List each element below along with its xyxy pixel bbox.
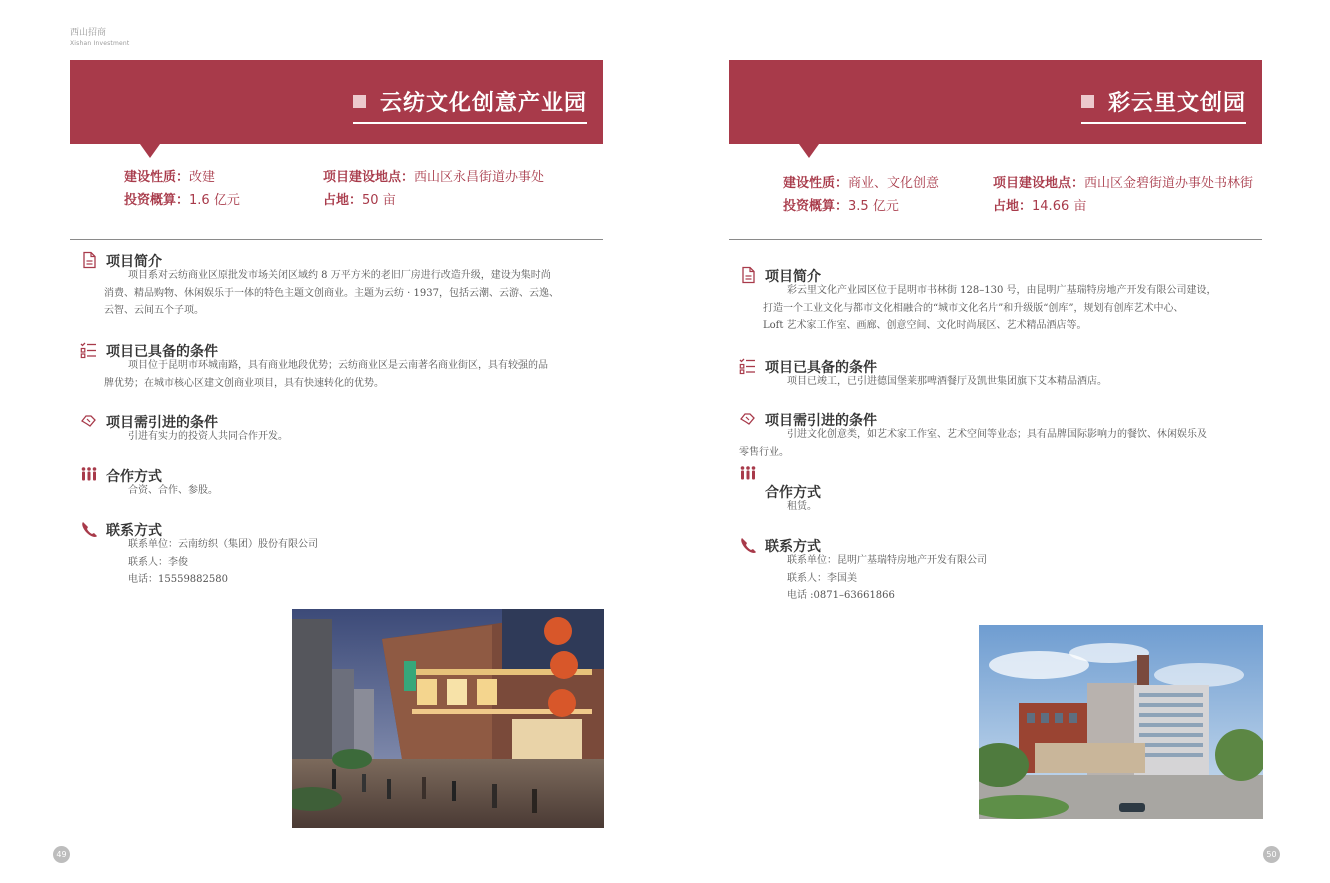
contact-person: 联系人：李国美 (787, 572, 857, 584)
invest-label: 投资概算： (783, 199, 849, 214)
area-value: 14.66 亩 (1032, 199, 1087, 214)
area-value: 50 亩 (362, 193, 396, 208)
running-head-cn: 西山招商 (70, 28, 107, 38)
phone-icon (739, 536, 757, 554)
title-square-icon (1081, 95, 1094, 108)
meta-col-2 (323, 166, 544, 212)
section-heading: 项目简介 (765, 269, 821, 285)
title-banner (70, 60, 603, 144)
section-body (739, 426, 1269, 461)
nature-value: 商业、文化创意 (848, 176, 940, 191)
phone-icon (80, 520, 98, 538)
page-number: 49 (53, 846, 70, 863)
right-page (665, 0, 1330, 883)
title-wrap (353, 86, 587, 124)
contact-unit: 联系单位：云南纺织（集团）股份有限公司 (128, 539, 318, 550)
invest-value: 1.6 亿元 (189, 193, 240, 208)
body-line: 零售行业。 (739, 446, 789, 458)
invest-label: 投资概算： (124, 193, 190, 208)
nature-label: 建设性质： (124, 170, 190, 185)
project-title: 彩云里文创园 (1107, 91, 1246, 116)
title-wrap (1081, 86, 1246, 124)
body-line: 彩云里文化产业园区位于昆明市书林街 128–130 号，由昆明广基瑞特房地产开发有限公司建设， (787, 285, 1217, 296)
body-line: 打造一个工业文化与都市文化相融合的“城市文化名片”和升级版“创库”，规划有创库艺术中心、 (763, 302, 1184, 314)
section-body (763, 282, 1263, 335)
people-icon (739, 465, 757, 483)
meta-col-1 (124, 166, 240, 212)
project-photo (292, 609, 604, 828)
title-square-icon (353, 95, 366, 108)
project-title: 云纺文化创意产业园 (379, 91, 587, 116)
location-label: 项目建设地点： (323, 170, 415, 185)
section-body (104, 267, 604, 320)
nature-value: 改建 (189, 170, 216, 185)
handshake-icon (80, 412, 98, 430)
divider (70, 239, 603, 240)
banner-pointer (799, 144, 819, 158)
people-icon (80, 466, 98, 484)
meta-col-2 (993, 172, 1253, 218)
section-heading: 项目简介 (106, 254, 162, 270)
section-heading: 合作方式 (106, 469, 162, 485)
contact-person: 联系人：李俊 (128, 556, 188, 568)
section-heading: 项目已具备的条件 (765, 360, 877, 376)
section-heading: 合作方式 (765, 485, 821, 501)
section-body (128, 536, 608, 589)
body-line: 牌优势；在城市核心区建文创商业项目，具有快速转化的优势。 (104, 377, 384, 389)
document-icon (739, 266, 757, 284)
section-body (787, 552, 1267, 605)
banner-pointer (140, 144, 160, 158)
invest-value: 3.5 亿元 (848, 199, 899, 214)
checklist-icon (739, 357, 757, 375)
area-label: 占地： (323, 193, 363, 208)
body-line: 云智、云间五个子项。 (104, 305, 204, 316)
location-value: 西山区永昌街道办事处 (414, 170, 545, 185)
page-number: 50 (1263, 846, 1280, 863)
contact-phone: 电话：15559882580 (128, 574, 228, 585)
area-label: 占地： (993, 199, 1033, 214)
location-value: 西山区金碧街道办事处书林街 (1084, 176, 1254, 191)
document-icon (80, 251, 98, 269)
title-banner (729, 60, 1262, 144)
body-line: 消费、精品购物、休闲娱乐于一体的特色主题文创商业。主题为云纺 · 1937，包括云潮、云游、云逸、 (104, 287, 559, 299)
section-heading: 项目需引进的条件 (106, 415, 218, 431)
contact-unit: 联系单位：昆明广基瑞特房地产开发有限公司 (787, 555, 987, 566)
running-head-en: Xishan Investment (70, 40, 130, 47)
body-line: 项目位于昆明市环城南路，具有商业地段优势；云纺商业区是云南著名商业街区，具有较强的品 (128, 360, 548, 371)
nature-label: 建设性质： (783, 176, 849, 191)
checklist-icon (80, 341, 98, 359)
meta-col-1 (783, 172, 939, 218)
section-body: 引进有实力的投资人共同合作开发。 (128, 431, 288, 442)
location-label: 项目建设地点： (993, 176, 1085, 191)
section-body: 项目已竣工，已引进德国堡莱那啤酒餐厅及凯世集团旗下艾本精品酒店。 (787, 376, 1107, 387)
body-line: Loft 艺术家工作室、画廊、创意空间、文化时尚展区、艺术精品酒店等。 (763, 320, 1087, 331)
section-body (104, 357, 604, 392)
body-line: 引进文化创意类，如艺术家工作室、艺术空间等业态；具有品牌国际影响力的餐饮、休闲娱乐及 (787, 429, 1207, 440)
section-body: 租赁。 (787, 501, 817, 512)
body-line: 项目系对云纺商业区原批发市场关闭区域约 8 万平方米的老旧厂房进行改造升级，建设为集时尚 (128, 270, 551, 281)
section-body: 合资、合作、参股。 (128, 485, 218, 496)
street-scene-image (292, 609, 604, 828)
divider (729, 239, 1262, 240)
contact-phone: 电话 :0871–63661866 (787, 590, 895, 601)
section-heading: 联系方式 (765, 539, 821, 555)
factory-building-image (979, 625, 1263, 819)
section-heading: 联系方式 (106, 523, 162, 539)
section-heading: 项目需引进的条件 (765, 413, 877, 429)
project-photo (979, 625, 1263, 819)
running-head (70, 27, 129, 48)
section-heading: 项目已具备的条件 (106, 344, 218, 360)
